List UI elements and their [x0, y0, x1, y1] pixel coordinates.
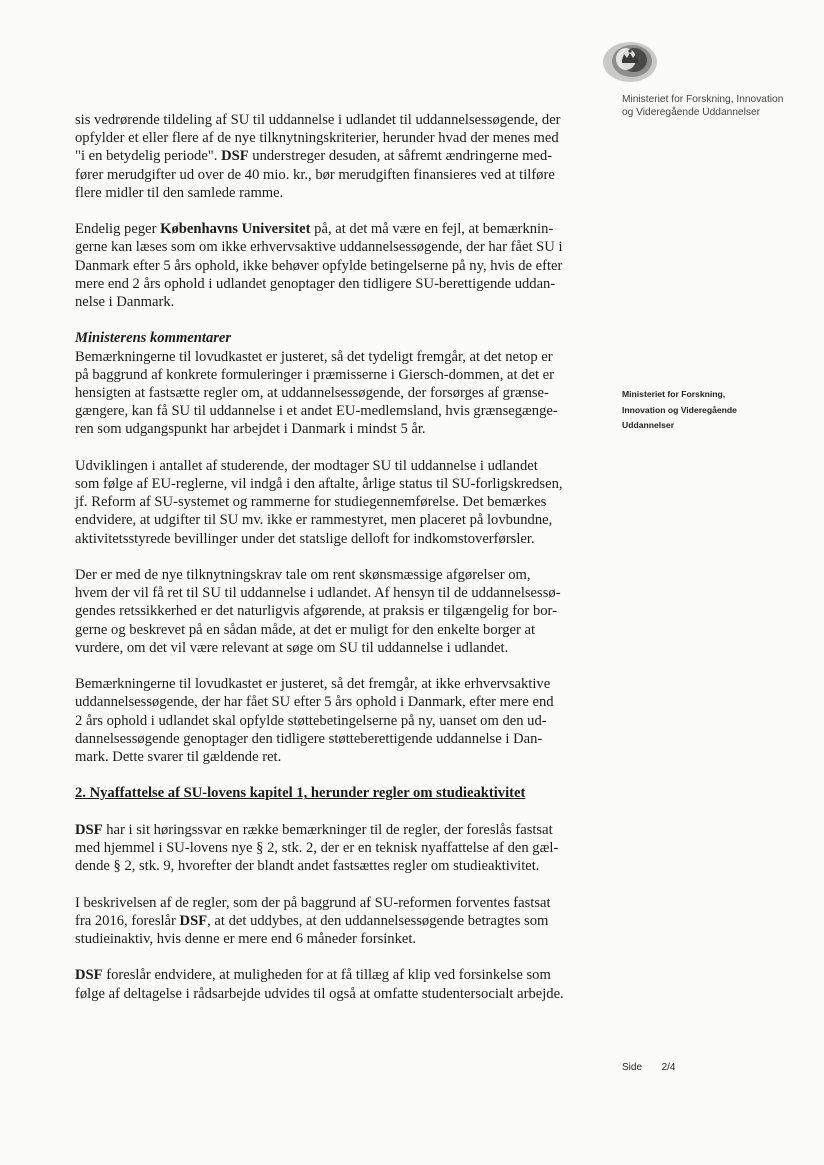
letter-body — [75, 111, 598, 1021]
text-fragment: har i sit høringssvar en række bemærkninger til de regler, der foreslås fastsat — [102, 821, 553, 838]
text-fragment: , at det uddybes, at den uddannelsessøgende betragtes som — [207, 912, 549, 929]
text-line: dende § 2, stk. 9, hvorefter der blandt andet fastsættes regler om studieaktivitet. — [75, 858, 540, 875]
text-line: Bemærkningerne til lovudkastet er justeret, så det tydeligt fremgår, at det netop er — [75, 348, 553, 365]
text-line: Udviklingen i antallet af studerende, der modtager SU til uddannelse i udlandet — [75, 457, 538, 474]
text-fragment: Endelig peger — [75, 221, 161, 238]
text-fragment: på, at det må være en fejl, at bemærknin- — [310, 221, 554, 238]
text-line — [75, 966, 598, 984]
paragraph — [75, 821, 598, 876]
text-line: Danmark efter 5 års ophold, ikke behøver opfylde betingelserne på ny, hvis de efter — [75, 257, 563, 274]
text-line: nelse i Danmark. — [75, 294, 175, 311]
text-line — [75, 821, 598, 839]
text-fragment: understreger desuden, at såfremt ændringerne med- — [248, 148, 553, 165]
text-line: dannelsessøgende genoptager den tidligere støtteberettigende uddannelse i Dan- — [75, 730, 543, 747]
sidebar-address-line: Innovation og Videregående — [622, 404, 737, 415]
ministry-header — [622, 93, 817, 119]
page-footer — [622, 1062, 675, 1073]
org-name: DSF — [179, 912, 208, 929]
sidebar-address-line: Uddannelser — [622, 420, 675, 430]
text-fragment: fra 2016, foreslår — [75, 912, 180, 929]
text-line — [75, 220, 598, 238]
text-line: ren som udgangspunkt har arbejdet i Danmark i mindst 5 år. — [75, 421, 426, 438]
text-line: som følge af EU-reglerne, vil indgå i den aftalte, årlige status til SU-forligskredsen, — [75, 476, 563, 493]
sidebar-address-line: Ministeriet for Forskning, — [622, 389, 726, 399]
text-line: med hjemmel i SU-lovens nye § 2, stk. 2, der er en teknisk nyaffattelse af den gæl- — [75, 840, 559, 857]
org-name: DSF — [221, 148, 249, 165]
text-line — [75, 912, 598, 930]
text-line: Bemærkningerne til lovudkastet er justeret, så det fremgår, at ikke erhvervsaktive — [75, 676, 551, 693]
org-name: Københavns Universitet — [160, 221, 311, 238]
sidebar-address — [622, 387, 812, 434]
paragraph — [75, 329, 598, 438]
text-line: endvidere, at udgifter til SU mv. ikke er rammestyret, men placeret på lovbundne, — [75, 512, 553, 529]
text-line: følge af deltagelse i rådsarbejde udvides til også at omfatte studentersocialt arbejde. — [75, 985, 564, 1002]
text-line: mere end 2 års ophold i udlandet genoptager den tidligere SU-berettigende uddan- — [75, 275, 556, 292]
page-label: Side — [622, 1062, 643, 1073]
text-line: på baggrund af konkrete formuleringer i præmisserne i Giersch-dommen, at det er — [75, 366, 554, 383]
text-line: gængere, kan få SU til uddannelse i et andet EU-medlemsland, hvis grænsegænge- — [75, 403, 558, 420]
text-line: gerne og beskrevet på en sådan måde, at det er muligt for den enkelte borger at — [75, 621, 536, 638]
text-line: gendes retssikkerhed er det naturligvis afgørende, at praksis er tilgængelig for bor- — [75, 603, 557, 620]
text-line: uddannelsessøgende, der har fået SU efter 5 års ophold i Danmark, efter mere end — [75, 694, 554, 711]
section-heading: 2. Nyaffattelse af SU-lovens kapitel 1, herunder regler om studieaktivitet — [75, 785, 526, 802]
text-line: fører merudgifter ud over de 40 mio. kr., bør merudgiften finansieres ved at tilføre — [75, 166, 555, 183]
text-line: Der er med de nye tilknytningskrav tale om rent skønsmæssige afgørelser om, — [75, 567, 531, 584]
paragraph — [75, 566, 598, 657]
paragraph — [75, 675, 598, 766]
text-line — [75, 129, 598, 147]
paragraph — [75, 966, 598, 1002]
text-line: aktivitetsstyrede bevillinger under det statslige delloft for indkomstoverførsler. — [75, 530, 535, 547]
paragraph — [75, 457, 598, 548]
ministry-header-line: og Videregående Uddannelser — [622, 107, 761, 118]
text-line: hensigten at fastsætte regler om, at uddannelsessøgende, der forsørges af grænse- — [75, 385, 549, 402]
page-number: 2/4 — [661, 1062, 676, 1073]
text-fragment: "i en betydelig periode". — [75, 148, 222, 165]
text-line: 2 års ophold i udlandet skal opfylde støttebetingelserne på ny, uanset om den ud- — [75, 712, 547, 729]
text-line: mark. Dette svarer til gældende ret. — [75, 749, 282, 766]
org-name: DSF — [75, 821, 103, 838]
paragraph — [75, 220, 598, 311]
crown-emblem-icon — [596, 40, 660, 84]
text-line: sis vedrørende tildeling af SU til uddannelse i udlandet til uddannelsessøgende, der — [75, 112, 561, 128]
text-line: vurdere, om det vil være relevant at søge om SU til uddannelse i udlandet. — [75, 639, 509, 656]
text-line: studieinaktiv, hvis denne er mere end 6 måneder forsinket. — [75, 931, 417, 948]
ministry-header-line: Ministeriet for Forskning, Innovation — [622, 94, 784, 105]
text-fragment: foreslår endvidere, at muligheden for at få tillæg af klip ved forsinkelse som — [102, 967, 551, 984]
org-name: DSF — [75, 967, 103, 984]
paragraph — [75, 894, 598, 949]
text-fragment: opfylder et eller flere af de nye tilknytningskriterier, herunder hvad der menes med — [75, 130, 559, 147]
text-line: jf. Reform af SU-systemet og rammerne for studiegennemførelse. Det bemærkes — [75, 494, 547, 511]
text-line: I beskrivelsen af de regler, som der på baggrund af SU-reformen forventes fastsat — [75, 894, 551, 911]
text-line: gerne kan læses som om ikke erhvervsaktive uddannelsessøgende, der har fået SU i — [75, 239, 563, 256]
subheading: Ministerens kommentarer — [75, 330, 232, 347]
text-line — [75, 147, 598, 165]
text-line: hvem der vil få ret til SU til uddannelse i udlandet. Af hensyn til de uddannelsessø- — [75, 585, 561, 602]
text-line: flere midler til den samlede ramme. — [75, 184, 284, 201]
paragraph — [75, 111, 598, 202]
